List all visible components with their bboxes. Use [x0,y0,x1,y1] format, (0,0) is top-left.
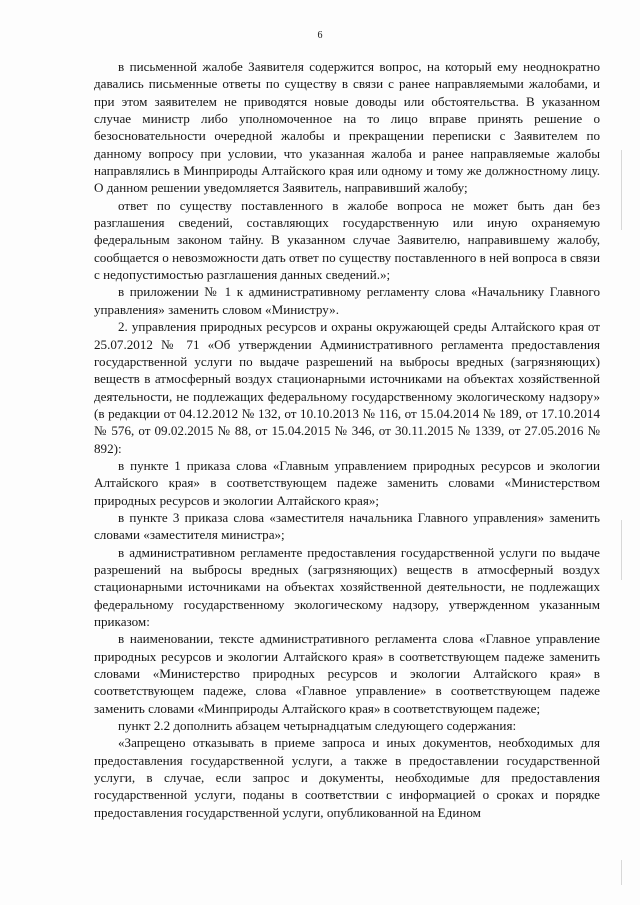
document-body [94,58,600,821]
paragraph-state-secret: ответ по существу поставленного в жалобе вопроса не может быть дан без разглашения сведений, составляющих государственную или иную охраняемую федеральным законом тайну. В указанном случае Заявителю, направившему жалобу, сообщается о невозможности дать ответ по существу поставленного в ней вопроса в связи с недопустимостью разглашения данных сведений.»; [94,197,600,283]
scan-edge-mark [621,860,622,885]
scan-edge-mark [621,150,622,230]
paragraph-prohibition-quote: «Запрещено отказывать в приеме запроса и иных документов, необходимых для предоставления государственной услуги, а также в предоставлении государственной услуги, в случае, если запрос и документы, необходимые для предоставления государственной услуги, поданы в соответствии с информацией о сроках и порядке предоставления государственной услуги, опубликованной на Едином [94,735,600,820]
paragraph-admin-regulation: в административном регламенте предоставления государственной услуги по выдаче разрешений на выбросы вредных (загрязняющих) веществ в атмосферный воздух стационарными источниками на объектах хозяйственной деятельности, не подлежащих федеральному государственному экологическому надзору, утвержденном указанным приказом: [94,544,600,629]
paragraph-appendix-1: в приложении № 1 к административному регламенту слова «Начальнику Главного управления» заменить словом «Министру». [94,284,600,317]
paragraph-naming-replacement: в наименовании, тексте административного регламента слова «Главное управление природных ресурсов и экологии Алтайского края» в соответствующем падеже заменить словами «Министерство природных ресурсов и экологии Алтайского края» в соответствующем падеже, слова «Главное управление» в соответствующем падеже заменить словами «Минприроды Алтайского края» в соответствующем падеже; [94,631,600,716]
scan-edge-mark [621,520,622,580]
paragraph-order-71: 2. управления природных ресурсов и охраны окружающей среды Алтайского края от 25.07.2012 № 71 «Об утверждении Административного регламента предоставления государственной услуги по выдаче разрешений на выбросы вредных (загрязняющих) веществ в атмосферный воздух стационарными источниками на объектах хозяйственной деятельности, не подлежащих федеральному государственному экологическому надзору» (в редакции от 04.12.2012 № 132, от 10.10.2013 № 116, от 15.04.2014 № 189, от 17.10.2014 № 576, от 09.02.2015 № 88, от 15.04.2015 № 346, от 30.11.2015 № 1339, от 27.05.2016 № 892): [94,319,600,456]
paragraph-point-2-2: пункт 2.2 дополнить абзацем четырнадцатым следующего содержания: [118,718,517,734]
paragraph-order-point-3: в пункте 3 приказа слова «заместителя начальника Главного управления» заменить словами «заместителя министра»; [94,509,600,543]
paragraph-order-point-1: в пункте 1 приказа слова «Главным управлением природных ресурсов и экологии Алтайского края» в соответствующем падеже заменить словами «Министерством природных ресурсов и экологии Алтайского края»; [94,457,600,508]
paragraph-repeated-complaint: в письменной жалобе Заявителя содержится вопрос, на который ему неоднократно давались письменные ответы по существу в связи с ранее направляемыми жалобами, и при этом заявителем не приводятся новые доводы или обстоятельства. В указанном случае министр либо уполномоченное на то лицо вправе принять решение о безосновательности очередной жалобы и прекращении переписки с Заявителем по данному вопросу при условии, что указанная жалоба и ранее направляемые жалобы направлялись в Минприроды Алтайского края или одному и тому же должностному лицу. О данном решении уведомляется Заявитель, направивший жалобу; [94,59,600,196]
page-number: 6 [317,30,323,41]
